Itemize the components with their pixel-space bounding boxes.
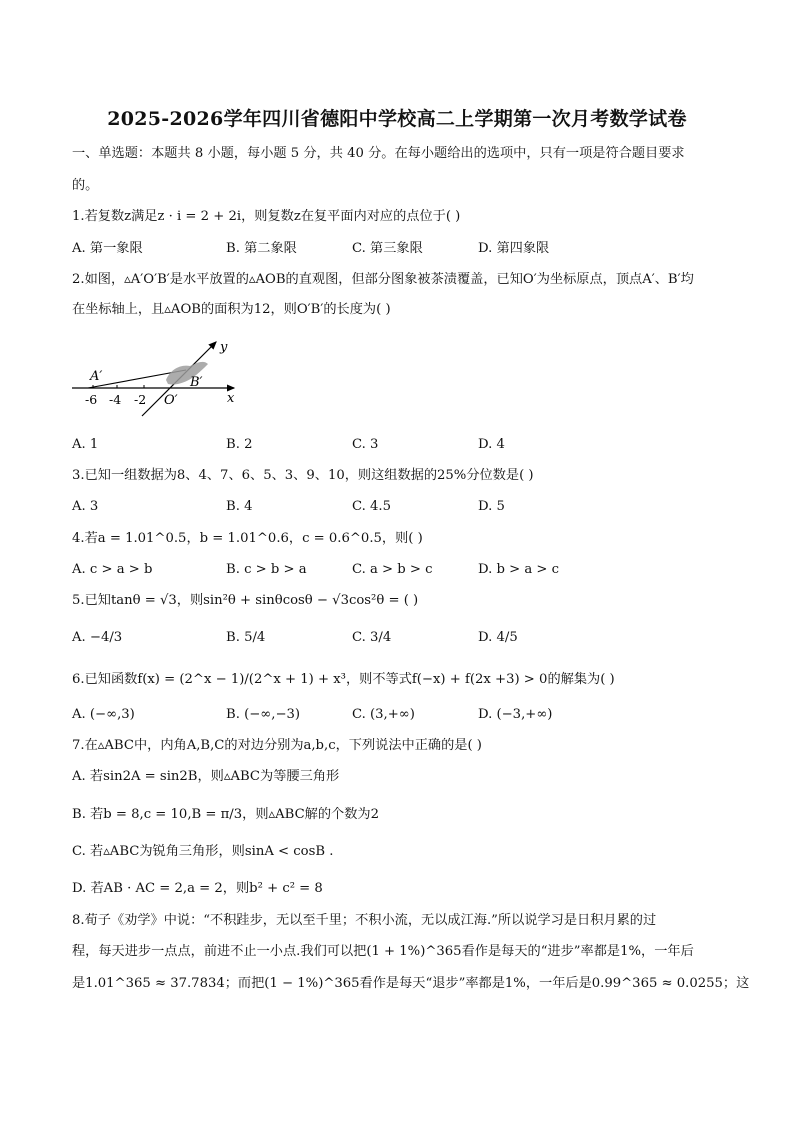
- q5-option-b: B. 5/4: [226, 630, 266, 645]
- q7-option-a: A. 若sin2A = sin2B，则▵ABC为等腰三角形: [72, 769, 340, 784]
- q6-option-c: C. (3,+∞): [352, 707, 415, 722]
- exam-title: 2025-2026学年四川省德阳中学校高二上学期第一次月考数学试卷: [107, 108, 687, 130]
- q1-stem: 1.若复数z满足z · i = 2 + 2i，则复数z在复平面内对应的点位于( ): [72, 209, 461, 224]
- q2-option-a: A. 1: [72, 437, 99, 452]
- q8-stem-line3: 是1.01^365 ≈ 37.7834；而把(1 − 1%)^365看作是每天“退步”率都是1%，一年后是0.99^365 ≈ 0.0255；这: [72, 976, 750, 991]
- label-o: O′: [164, 393, 178, 408]
- q1-option-b: B. 第二象限: [226, 241, 297, 256]
- q4-option-b: B. c > b > a: [226, 562, 307, 577]
- q2-figure: [66, 334, 256, 424]
- label-y: y: [220, 340, 228, 355]
- q8-stem-line1: 8.荀子《劝学》中说：“不积跬步，无以至千里；不积小流，无以成江海.”所以说学习是日积月累的过: [72, 913, 657, 928]
- q4-option-d: D. b > a > c: [478, 562, 560, 577]
- label-a: A′: [90, 369, 103, 384]
- q5-option-d: D. 4/5: [478, 630, 518, 645]
- q4-stem: 4.若a = 1.01^0.5，b = 1.01^0.6，c = 0.6^0.5，则( ): [72, 531, 423, 546]
- q1-option-c: C. 第三象限: [352, 241, 423, 256]
- q5-stem: 5.已知tanθ = √3，则sin²θ + sinθcosθ − √3cos²θ = ( ): [72, 593, 419, 608]
- q7-option-d: D. 若AB · AC = 2,a = 2，则b² + c² = 8: [72, 881, 323, 896]
- q5-option-c: C. 3/4: [352, 630, 392, 645]
- q6-option-d: D. (−3,+∞): [478, 707, 553, 722]
- section-heading-line2: 的。: [72, 178, 99, 193]
- label-b: B′: [190, 375, 203, 390]
- q7-option-c: C. 若▵ABC为锐角三角形，则sinA < cosB .: [72, 844, 334, 859]
- tick-label-neg4: -4: [109, 392, 122, 407]
- section-heading-line1: 一、单选题：本题共 8 小题，每小题 5 分，共 40 分。在每小题给出的选项中，只有一项是符合题目要求: [72, 146, 685, 161]
- q2-stem-line2: 在坐标轴上，且▵AOB的面积为12，则O′B′的长度为( ): [72, 302, 391, 317]
- q2-option-c: C. 3: [352, 437, 379, 452]
- q4-option-a: A. c > a > b: [72, 562, 153, 577]
- q1-option-d: D. 第四象限: [478, 241, 550, 256]
- q5-option-a: A. −4/3: [72, 630, 123, 645]
- q1-option-a: A. 第一象限: [72, 241, 143, 256]
- q3-option-b: B. 4: [226, 499, 253, 514]
- q2-option-d: D. 4: [478, 437, 505, 452]
- q3-option-d: D. 5: [478, 499, 505, 514]
- q6-option-b: B. (−∞,−3): [226, 707, 301, 722]
- tick-label-neg2: -2: [134, 392, 147, 407]
- q7-stem: 7.在▵ABC中，内角A,B,C的对边分别为a,b,c，下列说法中正确的是( ): [72, 738, 482, 753]
- q3-option-a: A. 3: [72, 499, 99, 514]
- q8-stem-line2: 程，每天进步一点点，前进不止一小点.我们可以把(1 + 1%)^365看作是每天的“进步”率都是1%，一年后: [72, 944, 694, 959]
- q7-option-b: B. 若b = 8,c = 10,B = π/3，则▵ABC解的个数为2: [72, 807, 380, 822]
- q6-stem: 6.已知函数f(x) = (2^x − 1)/(2^x + 1) + x³，则不等式f(−x) + f(2x +3) > 0的解集为( ): [72, 672, 615, 687]
- q4-option-c: C. a > b > c: [352, 562, 433, 577]
- q3-stem: 3.已知一组数据为8、4、7、6、5、3、9、10，则这组数据的25%分位数是( ): [72, 468, 534, 483]
- q2-option-b: B. 2: [226, 437, 253, 452]
- q6-option-a: A. (−∞,3): [72, 707, 135, 722]
- q2-stem-line1: 2.如图，▵A′O′B′是水平放置的▵AOB的直观图，但部分图象被茶渍覆盖，已知O′为坐标原点，顶点A′、B′均: [72, 272, 694, 287]
- tick-label-neg6: -6: [85, 392, 98, 407]
- q3-option-c: C. 4.5: [352, 499, 391, 514]
- label-x: x: [227, 391, 235, 406]
